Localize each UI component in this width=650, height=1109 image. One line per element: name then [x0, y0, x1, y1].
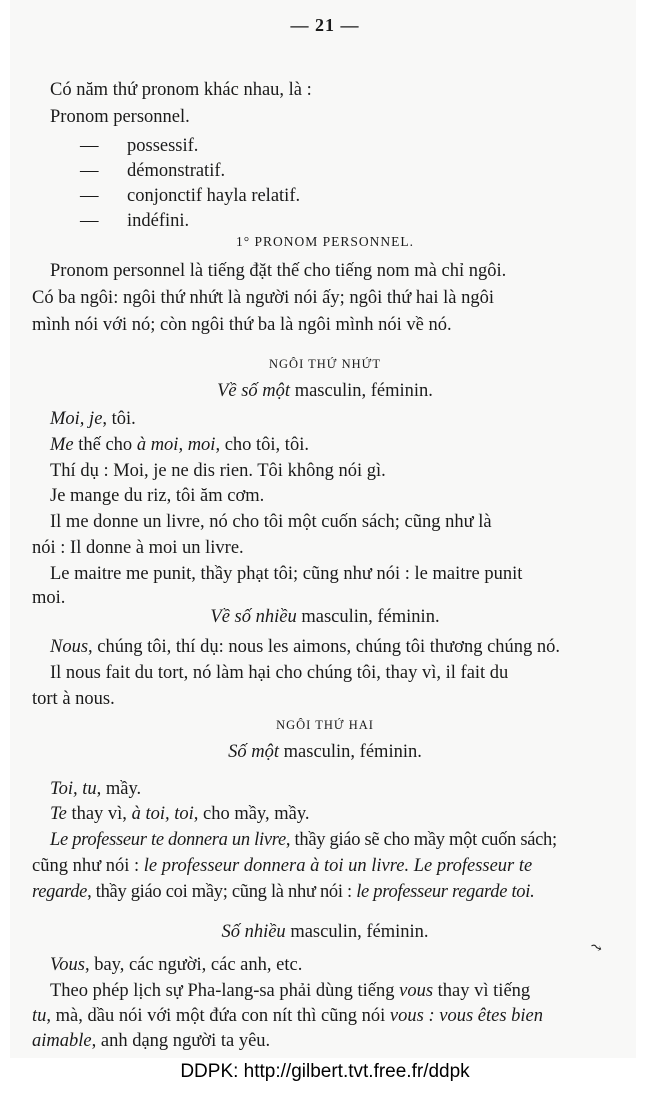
italic-term: le professeur regarde toi.: [356, 882, 535, 902]
italic-term: à moi, moi: [136, 435, 216, 455]
example-line: Il nous fait du tort, nó làm hại cho chúng tôi, thay vì, il fait du: [50, 663, 509, 683]
theo-line-2: [32, 1005, 543, 1027]
text: , mầy.: [96, 779, 142, 799]
text: thay vì tiếng: [433, 981, 531, 1001]
title-rest: masculin, féminin.: [296, 607, 440, 627]
italic-term: Le professeur te donnera un livre: [50, 830, 286, 850]
italic-term: Moi, je: [50, 409, 103, 429]
text: , cho tôi, tôi.: [215, 435, 309, 455]
source-footer: DDPK: http://gilbert.tvt.free.fr/ddpk: [180, 1061, 470, 1082]
italic-label: Về số nhiều: [210, 607, 297, 627]
italic-term: Te: [50, 804, 67, 824]
nous-line: [50, 636, 560, 658]
first-person-singular-title: [0, 380, 650, 402]
text: , cho mầy, mầy.: [193, 804, 310, 824]
list-dash: —: [80, 186, 99, 206]
italic-label: Số nhiều: [221, 922, 286, 942]
list-item: possessif.: [127, 136, 199, 156]
title-rest: masculin, féminin.: [279, 742, 422, 762]
list-item: conjonctif hayla relatif.: [127, 186, 301, 206]
list-item: démonstratif.: [127, 161, 226, 181]
text: , thầy giáo sẽ cho mầy một cuốn sách;: [285, 830, 557, 850]
example-line: Le maitre me punit, thầy phạt tôi; cũng như nói : le maitre punit: [50, 564, 523, 584]
text: , anh dạng người ta yêu.: [91, 1031, 271, 1051]
text: thay vì,: [66, 804, 132, 824]
te-line: [50, 803, 310, 825]
theo-line-1: [50, 980, 530, 1002]
text: thế cho: [73, 435, 137, 455]
text: , bay, các người, các anh, etc.: [84, 955, 303, 975]
list-dash: —: [80, 211, 99, 231]
italic-term: à toi, toi: [131, 804, 194, 824]
italic-term: Vous: [50, 955, 85, 975]
example-line: tort à nous.: [32, 689, 115, 709]
italic-term: tu: [32, 1006, 47, 1026]
list-dash: —: [80, 136, 99, 156]
example-line: moi.: [32, 588, 66, 608]
text: Theo phép lịch sự Pha-lang-sa phải dùng tiếng: [50, 981, 400, 1001]
italic-label: Số một: [228, 742, 280, 762]
text: , tôi.: [102, 409, 136, 429]
theo-line-3: [32, 1030, 270, 1052]
italic-term: Toi, tu: [50, 779, 97, 799]
title-rest: masculin, féminin.: [285, 922, 429, 942]
text: , mà, dầu nói với một đứa con nít thì cũng nói: [46, 1006, 390, 1026]
professeur-line-2: [32, 855, 532, 877]
list-item: indéfini.: [127, 211, 190, 231]
definition-line: mình nói với nó; còn ngôi thứ ba là ngôi mình nói về nó.: [32, 315, 452, 335]
italic-term: Me: [50, 435, 74, 455]
definition-line: Pronom personnel là tiếng đặt thế cho tiếng nom mà chỉ ngôi.: [50, 261, 507, 281]
example-line: Il me donne un livre, nó cho tôi một cuốn sách; cũng như là: [50, 512, 492, 532]
second-person-singular-title: [0, 741, 650, 763]
italic-term: Nous: [50, 637, 89, 657]
text: cũng như nói :: [32, 856, 144, 876]
section-title: 1° PRONOM PERSONNEL.: [235, 234, 415, 249]
professeur-line-1: [50, 829, 557, 851]
first-person-plural-title: [0, 606, 650, 628]
vous-line: [50, 954, 302, 976]
toi-line: [50, 778, 141, 800]
second-person-plural-title: [0, 921, 650, 943]
ink-mark-icon: ⤳: [587, 939, 604, 958]
list-dash: —: [80, 161, 99, 181]
subheading-second-person: NGÔI THỨ HAI: [276, 718, 374, 732]
italic-term: vous : vous êtes bien: [389, 1006, 544, 1026]
example-line: Thí dụ : Moi, je ne dis rien. Tôi không nói gì.: [50, 461, 386, 481]
subheading-first-person: NGÔI THỨ NHỨT: [268, 357, 382, 371]
text: , thầy giáo coi mầy; cũng là như nói :: [87, 882, 357, 902]
moi-line: [50, 408, 136, 430]
professeur-line-3: [32, 881, 534, 903]
example-line: Je mange du riz, tôi ăm cơm.: [50, 486, 265, 506]
italic-label: Về số một: [217, 381, 291, 401]
intro-line: Có năm thứ pronom khác nhau, là :: [50, 80, 312, 100]
italic-term: aimable: [32, 1031, 92, 1051]
italic-term: le professeur donnera à toi un livre. Le professeur te: [143, 856, 533, 876]
text: , chúng tôi, thí dụ: nous les aimons, chúng tôi thương chúng nó.: [88, 637, 561, 657]
title-rest: masculin, féminin.: [290, 381, 433, 401]
italic-term: vous: [399, 981, 434, 1001]
definition-line: Có ba ngôi: ngôi thứ nhứt là người nói ấy; ngôi thứ hai là ngôi: [32, 288, 494, 308]
example-line: nói : Il donne à moi un livre.: [32, 538, 244, 558]
italic-term: regarde: [32, 882, 88, 902]
intro-pronom-personnel: Pronom personnel.: [50, 107, 190, 127]
page-number: — 21 —: [290, 15, 360, 35]
me-line: [50, 434, 309, 456]
